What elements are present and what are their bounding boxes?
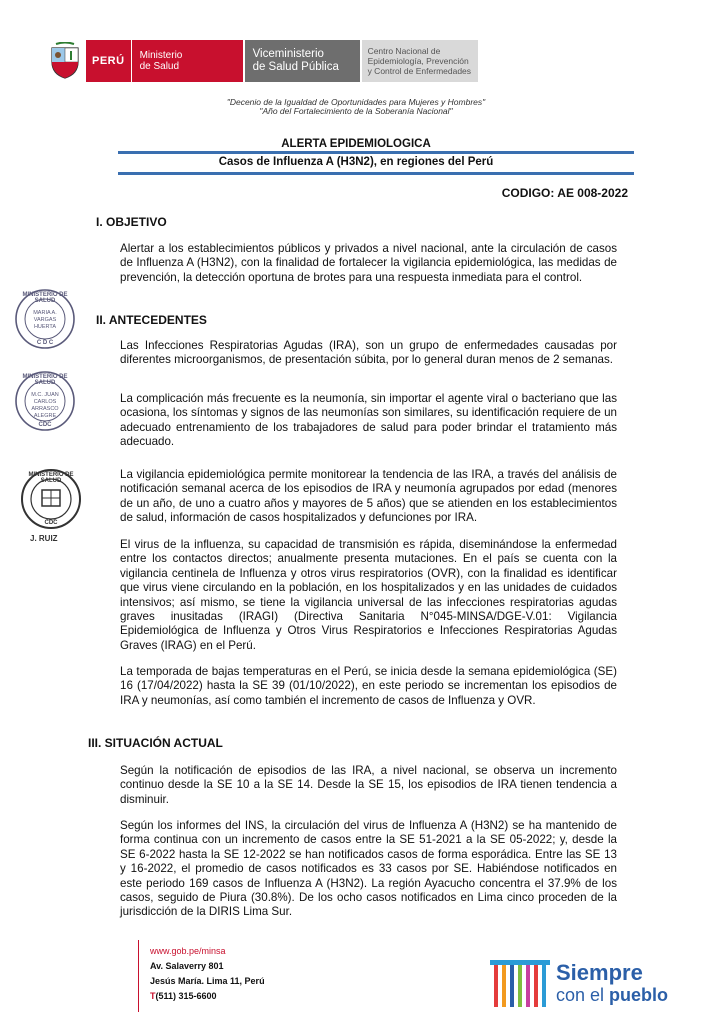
- slogan-siempre: Siempre: [556, 960, 643, 985]
- doc-title: ALERTA EPIDEMIOLOGICA: [281, 138, 431, 150]
- viceministerio-label: [245, 40, 360, 82]
- stamp-3-top: MINISTERIO DE SALUD: [28, 472, 74, 484]
- header-logos: [44, 40, 478, 82]
- footer-address: [150, 944, 265, 1004]
- cne-line3: y Control de Enfermedades: [367, 66, 472, 76]
- decenio-line1: "Decenio de la Igualdad de Oportunidades para Mujeres y Hombres": [226, 97, 486, 107]
- stamp-3-signature-name: J. RUIZ: [30, 534, 58, 543]
- ministerio-label: [131, 40, 243, 82]
- stamp-2-top: MINISTERIO DE SALUD: [22, 374, 68, 386]
- antecedentes-paragraph-1: Las Infecciones Respiratorias Agudas (IRA), son un grupo de enfermedades causadas por diferentes microorganismos, de presentación súbita, por lo general duran menos de 2 semanas.: [120, 339, 617, 367]
- footer-phone: [150, 989, 265, 1004]
- objetivo-paragraph: Alertar a los establecimientos públicos y privados a nivel nacional, ante la circulación de casos de Influenza A (H3N2), con la finalidad de fortalecer la vigilancia epidemiológica, las medidas de prevención, la detección oportuna de brotes para una respuesta inmediata para el control.: [120, 242, 617, 284]
- ministerio-line2: de Salud: [139, 61, 180, 72]
- decenio-line2: "Año del Fortalecimiento de la Soberanía Nacional": [259, 106, 453, 116]
- section-heading-antecedentes: II. ANTECEDENTES: [96, 313, 207, 327]
- antecedentes-paragraph-2: La complicación más frecuente es la neumonía, sin importar el agente viral o bacteriano que las ocasiona, los síntomas y signos de las neumonías son similares, su identificación requiere de un adecuado entrenamiento de los trabajadores de salud para poder brindar el tratamiento más adecuado.: [120, 392, 617, 449]
- situacion-paragraph-1: Según la notificación de episodios de las IRA, a nivel nacional, se observa un incremento continuo desde la SE 10 a la SE 14. Desde la SE 15, los episodios de IRA tienen tendencia a disminuir.: [120, 764, 617, 806]
- slogan-con-el-pueblo: [556, 986, 668, 1004]
- cne-label: [362, 40, 478, 82]
- title-rule-bottom: [118, 172, 634, 175]
- stamp-3-bottom: CDC: [44, 520, 58, 526]
- stamp-1-name: MARIA A. VARGAS HUERTA: [33, 310, 57, 330]
- section-heading-objetivo: I. OBJETIVO: [96, 215, 167, 229]
- footer-addr1: Av. Salaverry 801: [150, 961, 224, 971]
- stamp-3: [20, 468, 82, 535]
- doc-code: CODIGO: AE 008-2022: [501, 186, 628, 200]
- peru-label: PERÚ: [86, 40, 131, 82]
- vice-line1: Viceministerio: [252, 48, 324, 60]
- stamp-2-name: M.C. JUAN CARLOS ARRASCO ALEGRE: [31, 392, 59, 419]
- footer-phone-prefix: T: [150, 991, 156, 1001]
- cne-line1: Centro Nacional de: [367, 46, 441, 56]
- footer-divider: [138, 940, 139, 1012]
- ministerio-line1: Ministerio: [139, 50, 183, 61]
- stamp-2-bottom: CDC: [38, 422, 52, 428]
- situacion-paragraph-2: Según los informes del INS, la circulación del virus de Influenza A (H3N2) se ha mantenido de forma continua con un incremento de casos entre la SE 51-2021 a la SE 05-2022; y, desde la SE 6-2022 hasta la SE 12-2022 se han notificados casos de forma esporádica. Entre las SE 13 y 16-2022, el promedio de casos notificados es 33 casos por SE. Habiéndose notificados en este periodo 169 casos de Influenza A (H3N2). La región Ayacucho concentra el 37.9% de los casos, seguido de Piura (30.8%). De los ocho casos notificados en Lima cinco proceden de la jurisdicción de la DIRIS Lima Sur.: [120, 819, 617, 919]
- vice-line2: de Salud Pública: [252, 61, 339, 73]
- antecedentes-paragraph-5: La temporada de bajas temperaturas en el Perú, se inicia desde la semana epidemiológica (SE) 16 (17/04/2022) hasta la SE 39 (01/10/2022), en este periodo se incrementan los episodios de IRA y neumonías, así como también el incremento de casos de Influenza y OVR.: [120, 665, 617, 707]
- doc-subtitle: Casos de Influenza A (H3N2), en regiones del Perú: [218, 156, 494, 168]
- cne-line2: Epidemiología, Prevención: [367, 56, 469, 66]
- footer-addr2: Jesús María. Lima 11, Perú: [150, 976, 265, 986]
- slogan-con-el: con el: [556, 985, 610, 1005]
- footer-phone-number: (511) 315-6600: [155, 991, 217, 1001]
- stamp-1: [14, 288, 76, 355]
- antecedentes-paragraph-3: La vigilancia epidemiológica permite monitorear la tendencia de las IRA, a través del análisis de notificación semanal acerca de los episodios de IRA y neumonía agrupados por edad (menores de un año, de uno a cuatro años y mayores de 5 años) que se atienden en los establecimientos de salud, información de casos hospitalizados y defunciones por IRA.: [120, 468, 617, 525]
- slogan-pueblo: pueblo: [609, 985, 669, 1005]
- peru-coat-of-arms-icon: [44, 40, 86, 82]
- stamp-1-bottom: C D C: [36, 340, 54, 346]
- siempre-con-el-pueblo-logo-icon: [488, 956, 552, 1017]
- footer-url: www.gob.pe/minsa: [150, 946, 226, 956]
- stamp-1-top: MINISTERIO DE SALUD: [22, 292, 68, 304]
- stamp-2: [14, 370, 76, 437]
- antecedentes-paragraph-4: El virus de la influenza, su capacidad de transmisión es rápida, diseminándose la enfermedad entre los contactos directos; anualmente presenta mutaciones. En el país se cuenta con la vigilancia centinela de Influenza y otros virus respiratorios (OVR), con la finalidad es identificar que virus viene circulando en la población, en los hospitalizados y en las unidades de cuidados intensivos; así mismo, se tiene la vigilancia universal de las infecciones respiratorias agudas graves inusitadas (IRAGI) (Directiva Sanitaria N°045-MINSA/DGE-V.01: Vigilancia Epidemiológica de Influenza y Otros Virus Respiratorios e Infecciones Respiratorias Agudas Graves (IRAG) en el Perú.: [120, 538, 617, 652]
- title-rule-top: [118, 151, 634, 154]
- section-heading-situacion: III. SITUACIÓN ACTUAL: [88, 736, 223, 750]
